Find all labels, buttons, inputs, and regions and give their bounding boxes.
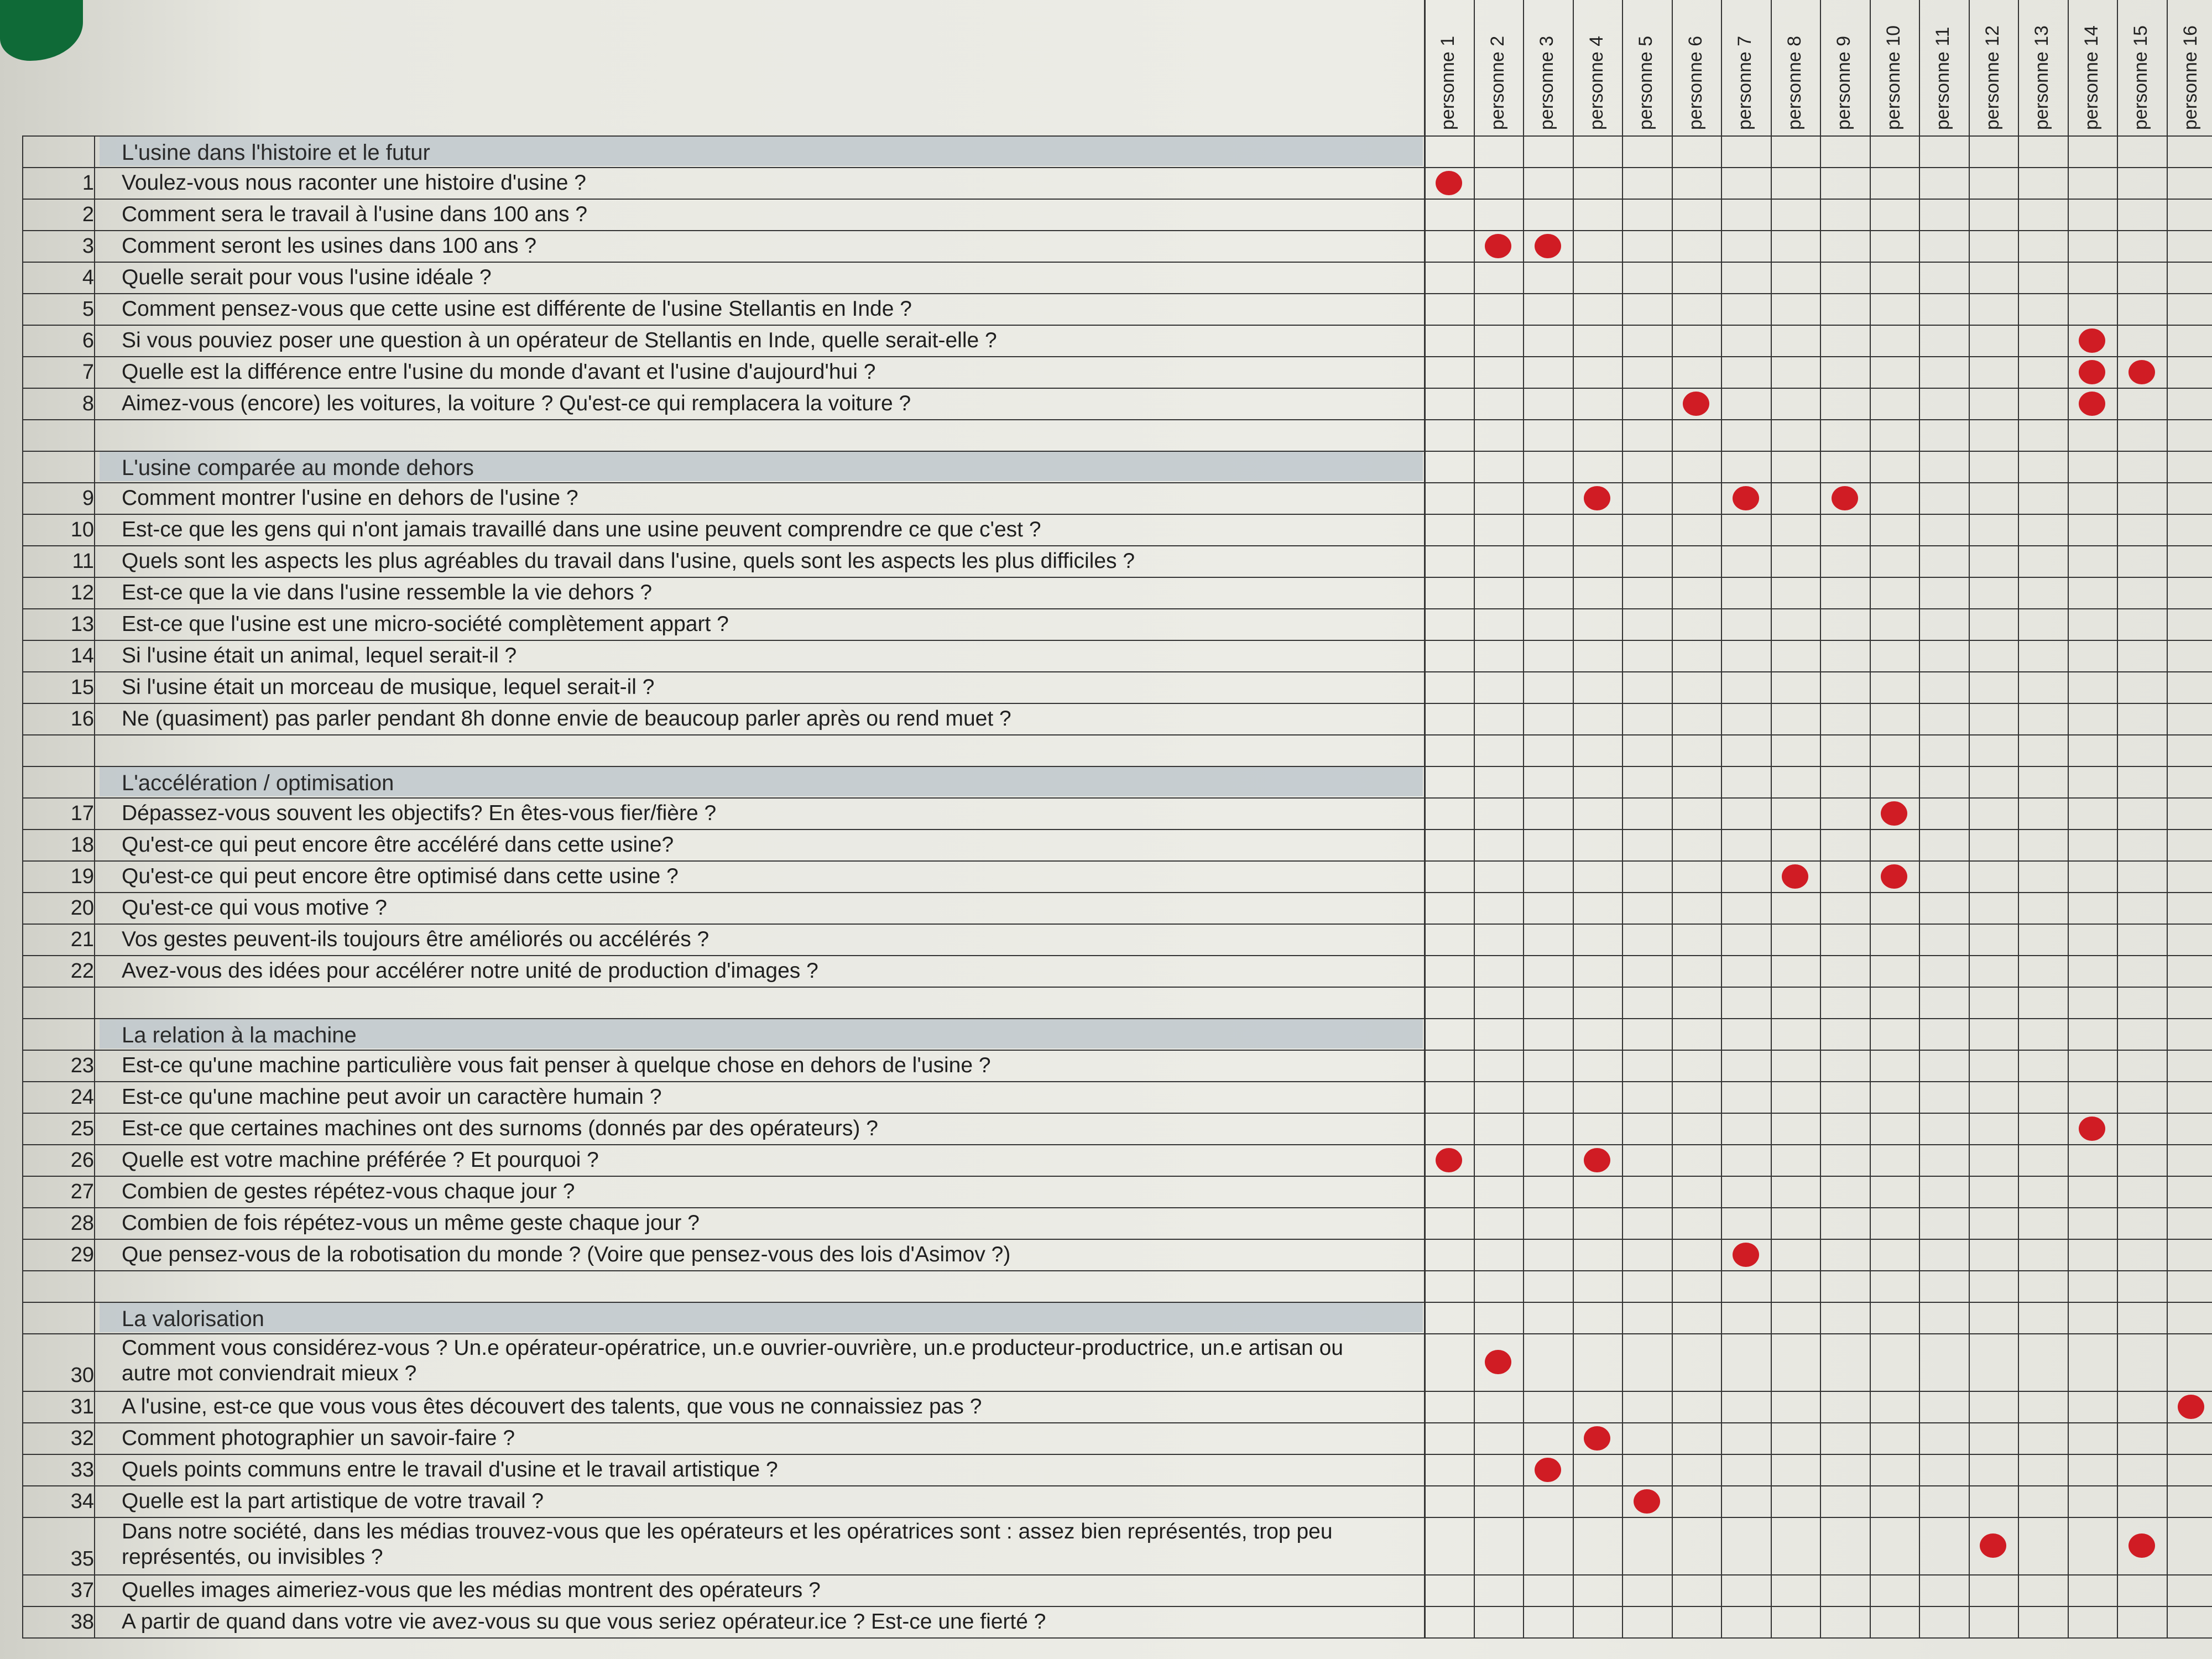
question-number: 23 (70, 1054, 94, 1077)
column-rule (1474, 0, 1475, 1637)
question-number: 31 (70, 1395, 94, 1418)
question-number: 25 (70, 1117, 94, 1140)
row-rule (22, 514, 2212, 515)
question-number: 10 (70, 518, 94, 541)
row-rule (22, 671, 2212, 672)
section-title: L'usine comparée au monde dehors (122, 456, 474, 480)
column-header-personne: personne 1 (1437, 35, 1458, 130)
section-title: La relation à la machine (122, 1023, 357, 1047)
question-number: 28 (70, 1212, 94, 1235)
column-rule (2018, 0, 2019, 1637)
column-header-personne: personne 15 (2130, 25, 2151, 130)
question-text: Est-ce que la vie dans l'usine ressemble la vie dehors ? (122, 581, 653, 604)
row-rule (22, 1333, 2212, 1334)
question-text: Comment vous considérez-vous ? Un.e opérateur-opératrice, un.e ouvrier-ouvrière, un.e producteur-productrice, un.e artisan ou autre mot conviendrait mieux ? (122, 1336, 1343, 1385)
row-rule (22, 262, 2212, 263)
question-number: 29 (70, 1243, 94, 1266)
column-rule (2117, 0, 2118, 1637)
question-number: 11 (72, 550, 94, 573)
column-rule (2167, 0, 2168, 1637)
question-number: 17 (70, 802, 94, 825)
red-vote-mark (2128, 360, 2155, 384)
question-number: 4 (82, 266, 94, 289)
question-text: Voulez-vous nous raconter une histoire d'usine ? (122, 171, 586, 195)
row-rule (22, 608, 2212, 609)
question-text: Est-ce que certaines machines ont des surnoms (donnés par des opérateurs) ? (122, 1117, 878, 1140)
red-vote-mark (1485, 234, 1511, 258)
red-vote-mark (1436, 1148, 1462, 1172)
row-rule (22, 1637, 2212, 1639)
row-rule (22, 293, 2212, 294)
column-header-personne: personne 3 (1536, 35, 1557, 130)
row-rule (22, 924, 2212, 925)
row-rule (22, 797, 2212, 799)
question-number: 3 (82, 234, 94, 258)
red-vote-mark (1683, 392, 1709, 416)
row-rule (22, 829, 2212, 830)
red-vote-mark (2079, 1117, 2105, 1141)
red-vote-mark (2079, 392, 2105, 416)
column-header-personne: personne 16 (2179, 25, 2201, 130)
row-rule (22, 1176, 2212, 1177)
row-rule (22, 640, 2212, 641)
red-vote-mark (1485, 1350, 1511, 1374)
column-header-personne: personne 10 (1882, 25, 1904, 130)
row-rule (22, 1081, 2212, 1082)
question-text: Quelles images aimeriez-vous que les médias montrent des opérateurs ? (122, 1578, 821, 1602)
column-rule (1820, 0, 1821, 1637)
row-rule (22, 955, 2212, 956)
row-rule (22, 419, 2212, 420)
row-rule (22, 1391, 2212, 1392)
column-rule (1870, 0, 1871, 1637)
question-number: 37 (70, 1579, 94, 1602)
row-rule (22, 545, 2212, 546)
question-number: 13 (70, 613, 94, 636)
question-text: Ne (quasiment) pas parler pendant 8h donne envie de beaucoup parler après ou rend muet ? (122, 707, 1011, 731)
red-vote-mark (1980, 1533, 2006, 1558)
row-rule (22, 703, 2212, 704)
question-text: Quelle serait pour vous l'usine idéale ? (122, 265, 492, 289)
row-rule (1424, 135, 2212, 137)
red-vote-mark (1584, 1426, 1610, 1451)
question-text: Comment pensez-vous que cette usine est différente de l'usine Stellantis en Inde ? (122, 297, 912, 321)
column-header-personne: personne 4 (1585, 35, 1607, 130)
row-rule (22, 860, 2212, 862)
question-number: 18 (70, 833, 94, 857)
question-number: 38 (70, 1610, 94, 1634)
question-number: 34 (70, 1490, 94, 1513)
question-number: 19 (70, 865, 94, 888)
question-number: 26 (70, 1149, 94, 1172)
question-number: 24 (70, 1086, 94, 1109)
row-rule (22, 734, 2212, 735)
column-rule (94, 135, 95, 1637)
section-title: La valorisation (122, 1307, 264, 1331)
row-rule (22, 325, 2212, 326)
red-vote-mark (1881, 801, 1907, 826)
question-text: Dans notre société, dans les médias trouvez-vous que les opérateurs et les opératrices sont : assez bien représentés, trop peu représentés, ou invisibles ? (122, 1520, 1333, 1569)
red-vote-mark (1584, 486, 1610, 510)
question-text: Est-ce que l'usine est une micro-société complètement appart ? (122, 612, 729, 636)
question-text: Combien de gestes répétez-vous chaque jour ? (122, 1180, 575, 1203)
question-number: 20 (70, 896, 94, 920)
row-rule (22, 1239, 2212, 1240)
question-number: 15 (70, 676, 94, 699)
question-number: 35 (70, 1547, 94, 1571)
question-text: Comment sera le travail à l'usine dans 100 ans ? (122, 202, 588, 226)
question-text: Quelle est la différence entre l'usine du monde d'avant et l'usine d'aujourd'hui ? (122, 360, 876, 384)
column-header-personne: personne 6 (1684, 35, 1706, 130)
row-rule (22, 1574, 2212, 1575)
red-vote-mark (1535, 234, 1561, 258)
question-text: Aimez-vous (encore) les voitures, la voiture ? Qu'est-ce qui remplacera la voiture ? (122, 392, 911, 415)
question-number: 16 (70, 707, 94, 731)
question-text: Est-ce que les gens qui n'ont jamais travaillé dans une usine peuvent comprendre ce que c'est ? (122, 518, 1041, 541)
column-header-personne: personne 2 (1486, 35, 1508, 130)
question-text: Quels sont les aspects les plus agréables du travail dans l'usine, quels sont les aspects les plus difficiles ? (122, 549, 1135, 573)
question-text: Est-ce qu'une machine peut avoir un caractère humain ? (122, 1085, 662, 1109)
row-rule (22, 987, 2212, 988)
question-text: A l'usine, est-ce que vous vous êtes découvert des talents, que vous ne connaissiez pas ? (122, 1395, 982, 1418)
red-vote-mark (1584, 1148, 1610, 1172)
row-rule (22, 1144, 2212, 1145)
red-vote-mark (1832, 486, 1858, 510)
column-rule (2068, 0, 2069, 1637)
question-text: Si vous pouviez poser une question à un opérateur de Stellantis en Inde, quelle serait-elle ? (122, 328, 997, 352)
question-number: 27 (70, 1180, 94, 1203)
column-rule (1573, 0, 1574, 1637)
red-vote-mark (2079, 360, 2105, 384)
column-header-personne: personne 11 (1932, 27, 1953, 130)
row-rule (22, 199, 2212, 200)
question-number: 7 (82, 361, 94, 384)
column-header-personne: personne 9 (1833, 35, 1854, 130)
question-text: A partir de quand dans votre vie avez-vous su que vous seriez opérateur.ice ? Est-ce une fierté ? (122, 1610, 1046, 1634)
column-header-personne: personne 13 (2031, 25, 2052, 130)
row-rule (22, 482, 2212, 483)
row-rule (22, 1517, 2212, 1518)
question-text: Comment montrer l'usine en dehors de l'usine ? (122, 486, 578, 510)
column-rule (1622, 0, 1623, 1637)
row-rule (22, 388, 2212, 389)
question-text: Que pensez-vous de la robotisation du monde ? (Voire que pensez-vous des lois d'Asimov ?) (122, 1243, 1011, 1266)
column-rule (1721, 0, 1722, 1637)
question-number: 12 (70, 581, 94, 604)
red-vote-mark (2079, 328, 2105, 353)
column-header-personne: personne 14 (2080, 25, 2102, 130)
question-number: 33 (70, 1458, 94, 1481)
column-rule (1771, 0, 1772, 1637)
column-header-personne: personne 7 (1734, 35, 1755, 130)
question-text: Avez-vous des idées pour accélérer notre unité de production d'images ? (122, 959, 818, 983)
red-vote-mark (1535, 1458, 1561, 1482)
question-text: Vos gestes peuvent-ils toujours être améliorés ou accélérés ? (122, 927, 709, 951)
question-text: Comment seront les usines dans 100 ans ? (122, 234, 537, 258)
question-number: 8 (82, 392, 94, 415)
row-rule (22, 1207, 2212, 1208)
column-header-personne: personne 5 (1635, 35, 1656, 130)
row-rule (22, 230, 2212, 231)
red-vote-mark (1436, 171, 1462, 195)
red-vote-mark (2178, 1395, 2204, 1419)
section-band (100, 1303, 1423, 1332)
row-rule (22, 1050, 2212, 1051)
question-number: 6 (82, 329, 94, 352)
column-rule (1919, 0, 1920, 1637)
question-text: Si l'usine était un animal, lequel serait-il ? (122, 644, 517, 667)
question-text: Quelle est votre machine préférée ? Et pourquoi ? (122, 1148, 599, 1172)
question-text: Est-ce qu'une machine particulière vous fait penser à quelque chose en dehors de l'usine ? (122, 1053, 991, 1077)
red-vote-mark (2128, 1533, 2155, 1558)
question-number: 14 (70, 644, 94, 667)
question-text: Combien de fois répétez-vous un même geste chaque jour ? (122, 1211, 700, 1235)
column-header-personne: personne 8 (1783, 35, 1805, 130)
row-rule (22, 1606, 2212, 1607)
section-title: L'accélération / optimisation (122, 771, 394, 795)
question-number: 5 (82, 298, 94, 321)
question-number: 30 (70, 1364, 94, 1387)
row-rule (22, 356, 2212, 357)
row-rule (22, 167, 2212, 168)
column-rule (1424, 0, 1426, 1637)
question-text: Dépassez-vous souvent les objectifs? En êtes-vous fier/fière ? (122, 801, 717, 825)
question-text: Qu'est-ce qui vous motive ? (122, 896, 387, 920)
question-text: Comment photographier un savoir-faire ? (122, 1426, 515, 1450)
row-rule (22, 577, 2212, 578)
row-rule (22, 1422, 2212, 1423)
question-text: Qu'est-ce qui peut encore être optimisé dans cette usine ? (122, 864, 679, 888)
question-number: 21 (70, 928, 94, 951)
question-text: Qu'est-ce qui peut encore être accéléré dans cette usine? (122, 833, 674, 857)
row-rule (22, 1270, 2212, 1271)
row-rule (22, 892, 2212, 893)
column-rule (22, 135, 23, 1637)
red-vote-mark (1733, 1243, 1759, 1267)
column-header-personne: personne 12 (1981, 25, 2003, 130)
question-text: Quelle est la part artistique de votre travail ? (122, 1489, 544, 1513)
question-number: 22 (70, 959, 94, 983)
column-rule (1523, 0, 1524, 1637)
column-rule (1969, 0, 1970, 1637)
question-text: Si l'usine était un morceau de musique, lequel serait-il ? (122, 675, 655, 699)
question-number: 9 (82, 487, 94, 510)
red-vote-mark (1881, 864, 1907, 889)
question-number: 1 (82, 171, 94, 195)
red-vote-mark (1634, 1489, 1660, 1514)
question-number: 32 (70, 1427, 94, 1450)
red-vote-mark (1782, 864, 1808, 889)
question-text: Quels points communs entre le travail d'usine et le travail artistique ? (122, 1458, 778, 1481)
column-rule (1672, 0, 1673, 1637)
question-number: 2 (82, 203, 94, 226)
row-rule (22, 1454, 2212, 1455)
section-title: L'usine dans l'histoire et le futur (122, 140, 430, 165)
row-rule (22, 1113, 2212, 1114)
row-rule (22, 1485, 2212, 1486)
red-vote-mark (1733, 486, 1759, 510)
